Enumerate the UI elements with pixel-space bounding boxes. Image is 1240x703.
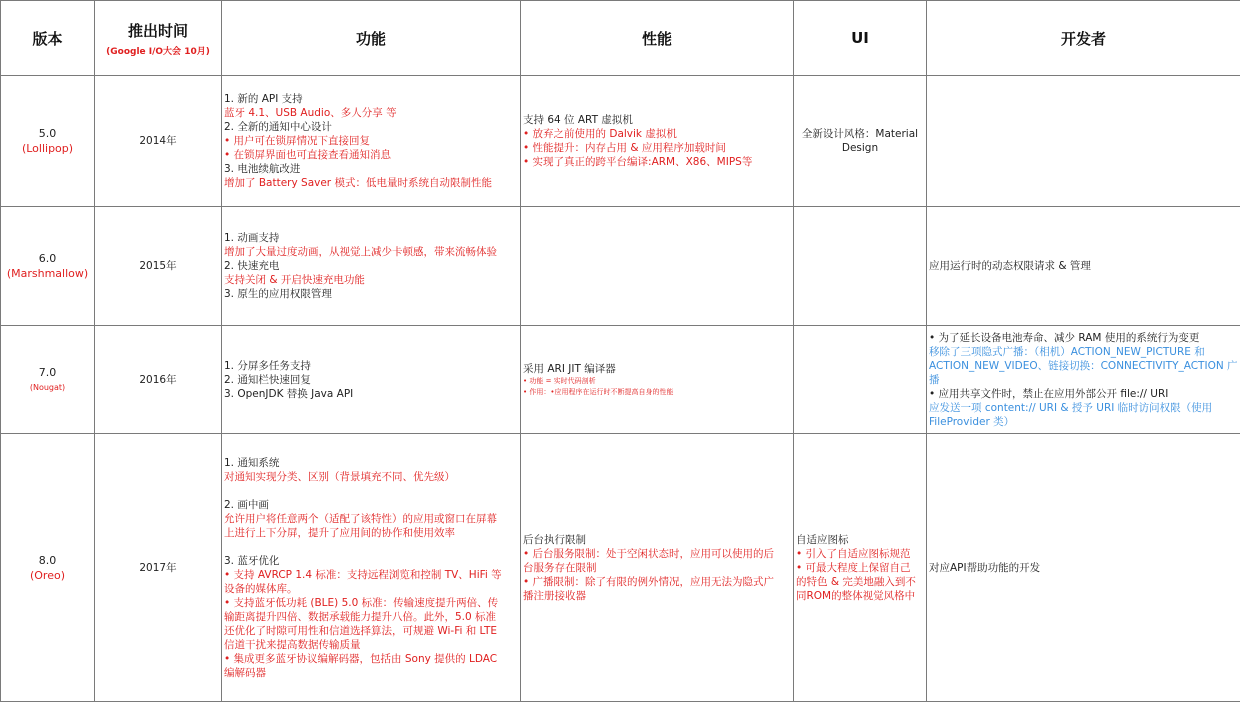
version-codename: (Lollipop) <box>21 142 74 155</box>
cell-line: 全新设计风格：Material <box>801 128 919 140</box>
cell-line: • 支持 AVRCP 1.4 标准：支持远程浏览和控制 TV、HiFi 等 <box>224 568 502 581</box>
ui-cell <box>794 434 927 702</box>
cell-line: 1. 分屏多任务支持 <box>224 359 311 372</box>
cell-line: 2. 通知栏快速回复 <box>224 373 311 386</box>
cell-line: • 引入了自适应图标规范 <box>796 547 911 560</box>
features-cell <box>222 76 521 207</box>
cell-line: 的特色 & 完美地融入到不 <box>796 575 916 588</box>
cell-line: 设备的媒体库。 <box>224 582 298 595</box>
spacer <box>224 540 518 554</box>
cell-line: • 应用共享文件时，禁止在应用外部公开 file:// URI <box>929 387 1169 400</box>
cell-line: • 为了延长设备电池寿命、减少 RAM 使用的系统行为变更 <box>929 331 1200 344</box>
cell-line: • 集成更多蓝牙协议编解码器，包括由 Sony 提供的 LDAC <box>224 652 498 665</box>
ui-cell <box>794 76 927 207</box>
table-row <box>1 76 1240 207</box>
cell-line: 1. 新的 API 支持 <box>224 93 303 105</box>
ui-cell <box>794 326 927 434</box>
version-number: 5.0 <box>38 127 57 140</box>
cell-line: 移除了三项隐式广播：（相机）ACTION_NEW_PICTURE 和 <box>929 345 1205 358</box>
version-number: 6.0 <box>38 252 57 265</box>
cell-line: 增加了 Battery Saver 模式：低电量时系统自动限制性能 <box>224 177 492 189</box>
performance-cell <box>521 207 794 326</box>
cell-line: Design <box>841 142 879 154</box>
cell-line: 允许用户将任意两个（适配了该特性）的应用或窗口在屏幕 <box>224 512 497 525</box>
cell-line: 2. 全新的通知中心设计 <box>224 121 332 133</box>
header-row <box>1 1 1240 76</box>
table-row <box>1 434 1240 702</box>
year-cell: 2014年 <box>95 76 222 207</box>
cell-line: • 支持蓝牙低功耗 (BLE) 5.0 标准：传输速度提升两倍、传 <box>224 596 499 609</box>
cell-line: 后台执行限制 <box>523 533 586 546</box>
cell-line: 还优化了时隙可用性和信道选择算法，可规避 Wi-Fi 和 LTE <box>224 624 498 637</box>
cell-line: 同ROM的整体视觉风格中 <box>796 589 916 602</box>
version-codename: (Marshmallow) <box>6 267 89 280</box>
cell-line: 3. 原生的应用权限管理 <box>224 288 332 300</box>
version-number: 7.0 <box>38 365 57 379</box>
cell-line: • 性能提升：内存占用 & 应用程序加载时间 <box>523 142 726 154</box>
cell-line: • 功能 = 实时代码剖析 <box>523 376 596 385</box>
performance-cell <box>521 326 794 434</box>
cell-line: 1. 通知系统 <box>224 456 280 469</box>
cell-line: • 在锁屏界面也可直接查看通知消息 <box>224 149 392 161</box>
cell-line: 支持关闭 & 开启快速充电功能 <box>224 274 365 286</box>
developer-cell <box>927 207 1240 326</box>
cell-line: 2. 快速充电 <box>224 260 280 272</box>
cell-line: • 作用：•应用程序在运行时不断提高自身的性能 <box>523 387 674 396</box>
version-cell <box>1 76 95 207</box>
table-row <box>1 207 1240 326</box>
year-cell: 2017年 <box>95 434 222 702</box>
features-cell <box>222 207 521 326</box>
cell-line: 蓝牙 4.1、USB Audio、多人分享 等 <box>224 107 397 119</box>
cell-line: 信道干扰来提高数据传输质量 <box>224 638 361 651</box>
year-cell: 2015年 <box>95 207 222 326</box>
cell-line: • 放弃之前使用的 Dalvik 虚拟机 <box>523 128 677 140</box>
features-cell <box>222 326 521 434</box>
version-cell <box>1 434 95 702</box>
cell-line: • 广播限制：除了有限的例外情况，应用无法为隐式广 <box>523 575 775 588</box>
cell-line: 3. 电池续航改进 <box>224 163 301 175</box>
header-performance: 性能 <box>521 1 794 76</box>
cell-line: 应发送一项 content:// URI & 授予 URI 临时访问权限（使用 <box>929 401 1213 414</box>
cell-line: • 后台服务限制：处于空闲状态时，应用可以使用的后 <box>523 547 775 560</box>
header-release-note: (Google I/O大会 10月) <box>106 46 210 57</box>
cell-line: 支持 64 位 ART 虚拟机 <box>523 114 633 126</box>
year-cell: 2016年 <box>95 326 222 434</box>
developer-cell <box>927 326 1240 434</box>
cell-line: 自适应图标 <box>796 533 849 546</box>
cell-line: 台服务存在限制 <box>523 561 597 574</box>
header-developer: 开发者 <box>927 1 1240 76</box>
cell-line: 2. 画中画 <box>224 498 269 511</box>
cell-line: • 可最大程度上保留自己 <box>796 561 911 574</box>
developer-cell <box>927 76 1240 207</box>
cell-line: 播注册接收器 <box>523 589 586 602</box>
performance-cell <box>521 434 794 702</box>
version-codename: (Nougat) <box>29 382 66 392</box>
cell-line: 3. 蓝牙优化 <box>224 554 280 567</box>
version-codename: (Oreo) <box>29 568 66 582</box>
cell-line: 对通知实现分类、区别（背景填充不同、优先级） <box>224 470 455 483</box>
cell-line: 上进行上下分屏，提升了应用间的协作和使用效率 <box>224 526 455 539</box>
cell-line: 对应API帮助功能的开发 <box>929 561 1041 574</box>
version-cell <box>1 207 95 326</box>
cell-line: 应用运行时的动态权限请求 & 管理 <box>929 260 1091 272</box>
cell-line: 3. OpenJDK 替换 Java API <box>224 387 354 400</box>
spacer <box>224 484 518 498</box>
performance-cell <box>521 76 794 207</box>
cell-line: FileProvider 类） <box>929 415 1015 428</box>
cell-line: 编解码器 <box>224 666 266 679</box>
cell-line: 增加了大量过度动画，从视觉上减少卡顿感，带来流畅体验 <box>224 246 497 258</box>
features-cell <box>222 434 521 702</box>
cell-line: ACTION_NEW_VIDEO、链接切换：CONNECTIVITY_ACTION 广播 <box>929 359 1238 386</box>
header-ui: UI <box>794 1 927 76</box>
header-release-time: 推出时间 (Google I/O大会 10月) <box>95 1 222 76</box>
header-features: 功能 <box>222 1 521 76</box>
cell-line: • 用户可在锁屏情况下直接回复 <box>224 135 371 147</box>
developer-cell <box>927 434 1240 702</box>
header-version: 版本 <box>1 1 95 76</box>
cell-line: • 实现了真正的跨平台编译:ARM、X86、MIPS等 <box>523 156 753 168</box>
table-row <box>1 326 1240 434</box>
cell-line: 1. 动画支持 <box>224 232 280 244</box>
cell-line: 采用 ARI JIT 编译器 <box>523 362 616 375</box>
cell-line: 输距离提升四倍、数据承载能力提升八倍。此外，5.0 标准 <box>224 610 497 623</box>
version-number: 8.0 <box>38 553 57 567</box>
ui-cell <box>794 207 927 326</box>
version-cell <box>1 326 95 434</box>
